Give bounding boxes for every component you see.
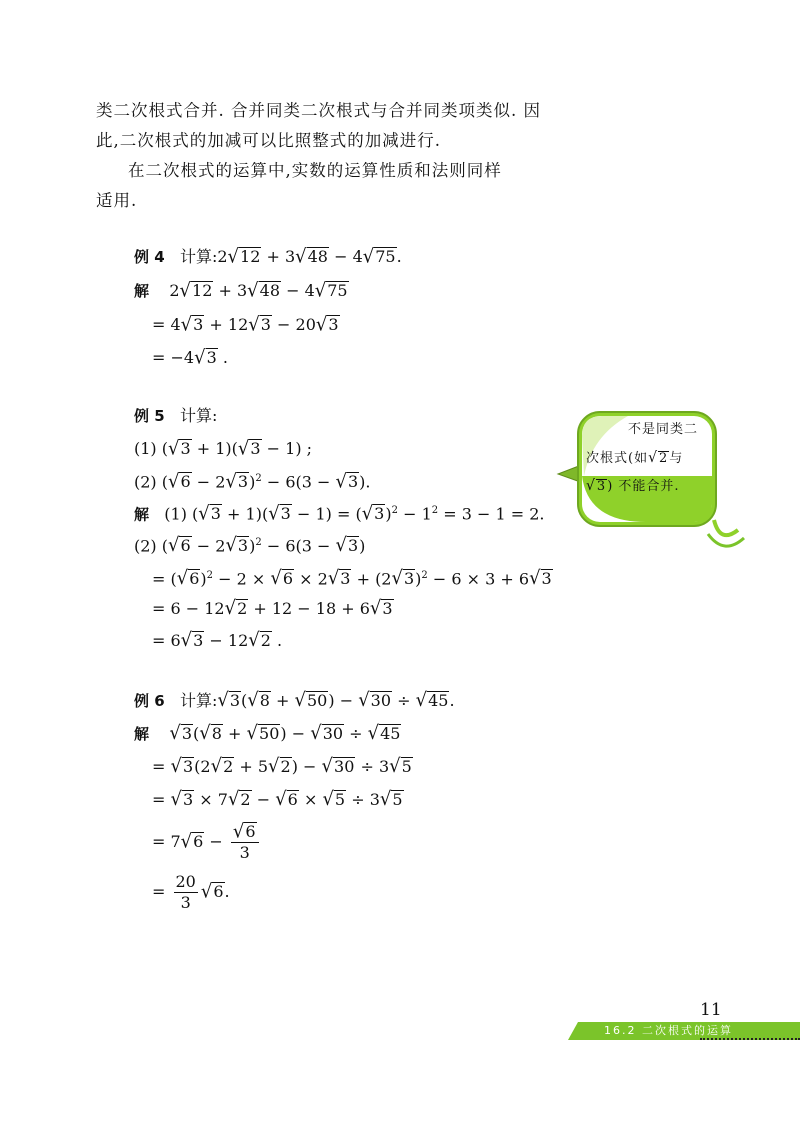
example-4-problem: 例 4 计算:2√12 + 3√48 − 4√75. xyxy=(134,245,402,268)
note-line-3-text: 不能合并. xyxy=(618,479,680,494)
page-number: 11 xyxy=(700,1000,722,1020)
intro-line-4: 适用. xyxy=(96,191,138,210)
example-5-part-2: (2) $(√6 - 2√3)^2 - 6(3 - √3)$. xyxy=(134,470,371,493)
note-line-3: √3) 不能合并. xyxy=(586,477,680,495)
note-line-2-and: 与 xyxy=(669,451,684,466)
calc-label: 计算: xyxy=(179,691,218,710)
example-5-problem xyxy=(134,403,217,429)
example-4-solution-line-2: = 4√3 + 12√3 − 20√3 xyxy=(152,313,339,336)
example-6-solution-line-1: 解 √3(√8 + √50) − √30 ÷ √45 xyxy=(134,722,401,745)
example-6-label: 例 6 xyxy=(134,692,165,710)
example-6-solution-line-3: = √3 × 7√2 − √6 × √5 ÷ 3√5 xyxy=(152,788,403,811)
example-4-label: 例 4 xyxy=(134,248,165,266)
example-5-solution-part-2-line-2: = $(√6)^2 - 2 \times √6 \times 2√3 + (2√3)^2 - 6 \times 3 + 6√3$ xyxy=(152,567,552,590)
note-line-1: 不是同类二 xyxy=(628,422,699,437)
calc-label: 计算: xyxy=(179,406,218,425)
solution-label: 解 xyxy=(134,725,150,743)
section-title: 16.2 二次根式的运算 xyxy=(604,1024,733,1037)
note-line-2: 次根式(如√2与 xyxy=(586,449,684,467)
example-5-solution-part-2-line-3: = 6 − 12√2 + 12 − 18 + 6√3 xyxy=(152,597,393,620)
solution-label: 解 xyxy=(134,505,150,524)
example-5-solution-part-1: 解 (1) $(√3 + 1)(√3 - 1) = (√3)^2 - 1^2 = 3 - 1 = 2$. xyxy=(134,502,545,525)
intro-line-1: 类二次根式合并. 合并同类二次根式与合并同类项类似. 因 xyxy=(96,101,541,120)
example-5-solution-part-2-line-1: (2) $(√6 - 2√3)^2 - 6(3 - √3)$ xyxy=(134,534,366,557)
intro-line-2: 此,二次根式的加减可以比照整式的加减进行. xyxy=(96,131,441,150)
example-5-label: 例 5 xyxy=(134,407,165,425)
calc-label: 计算: xyxy=(179,247,218,266)
footer-dotted-rule xyxy=(700,1038,800,1040)
example-6-solution-line-2: = √3(2√2 + 5√2) − √30 ÷ 3√5 xyxy=(152,755,412,778)
example-6-problem: 例 6 计算:√3(√8 + √50) − √30 ÷ √45. xyxy=(134,689,455,712)
example-5-part-1: (1) (√3 + 1)(√3 − 1) ; xyxy=(134,437,313,460)
example-6-solution-line-5: = $\frac{20}{3}$ √6. xyxy=(152,872,230,912)
solution-label: 解 xyxy=(134,282,150,300)
example-5-solution-part-2-line-4: = 6√3 − 12√2 . xyxy=(152,629,283,652)
example-4-solution-line-3: = −4√3 . xyxy=(152,346,228,369)
example-6-solution-line-4: = 7√6 − $\frac{√6}{3}$ xyxy=(152,820,262,864)
example-4-solution-line-1: 解 2√12 + 3√48 − 4√75 xyxy=(134,279,348,302)
note-line-2-text: 次根式(如 xyxy=(586,451,649,466)
intro-line-3: 在二次根式的运算中,实数的运算性质和法则同样 xyxy=(128,161,502,180)
